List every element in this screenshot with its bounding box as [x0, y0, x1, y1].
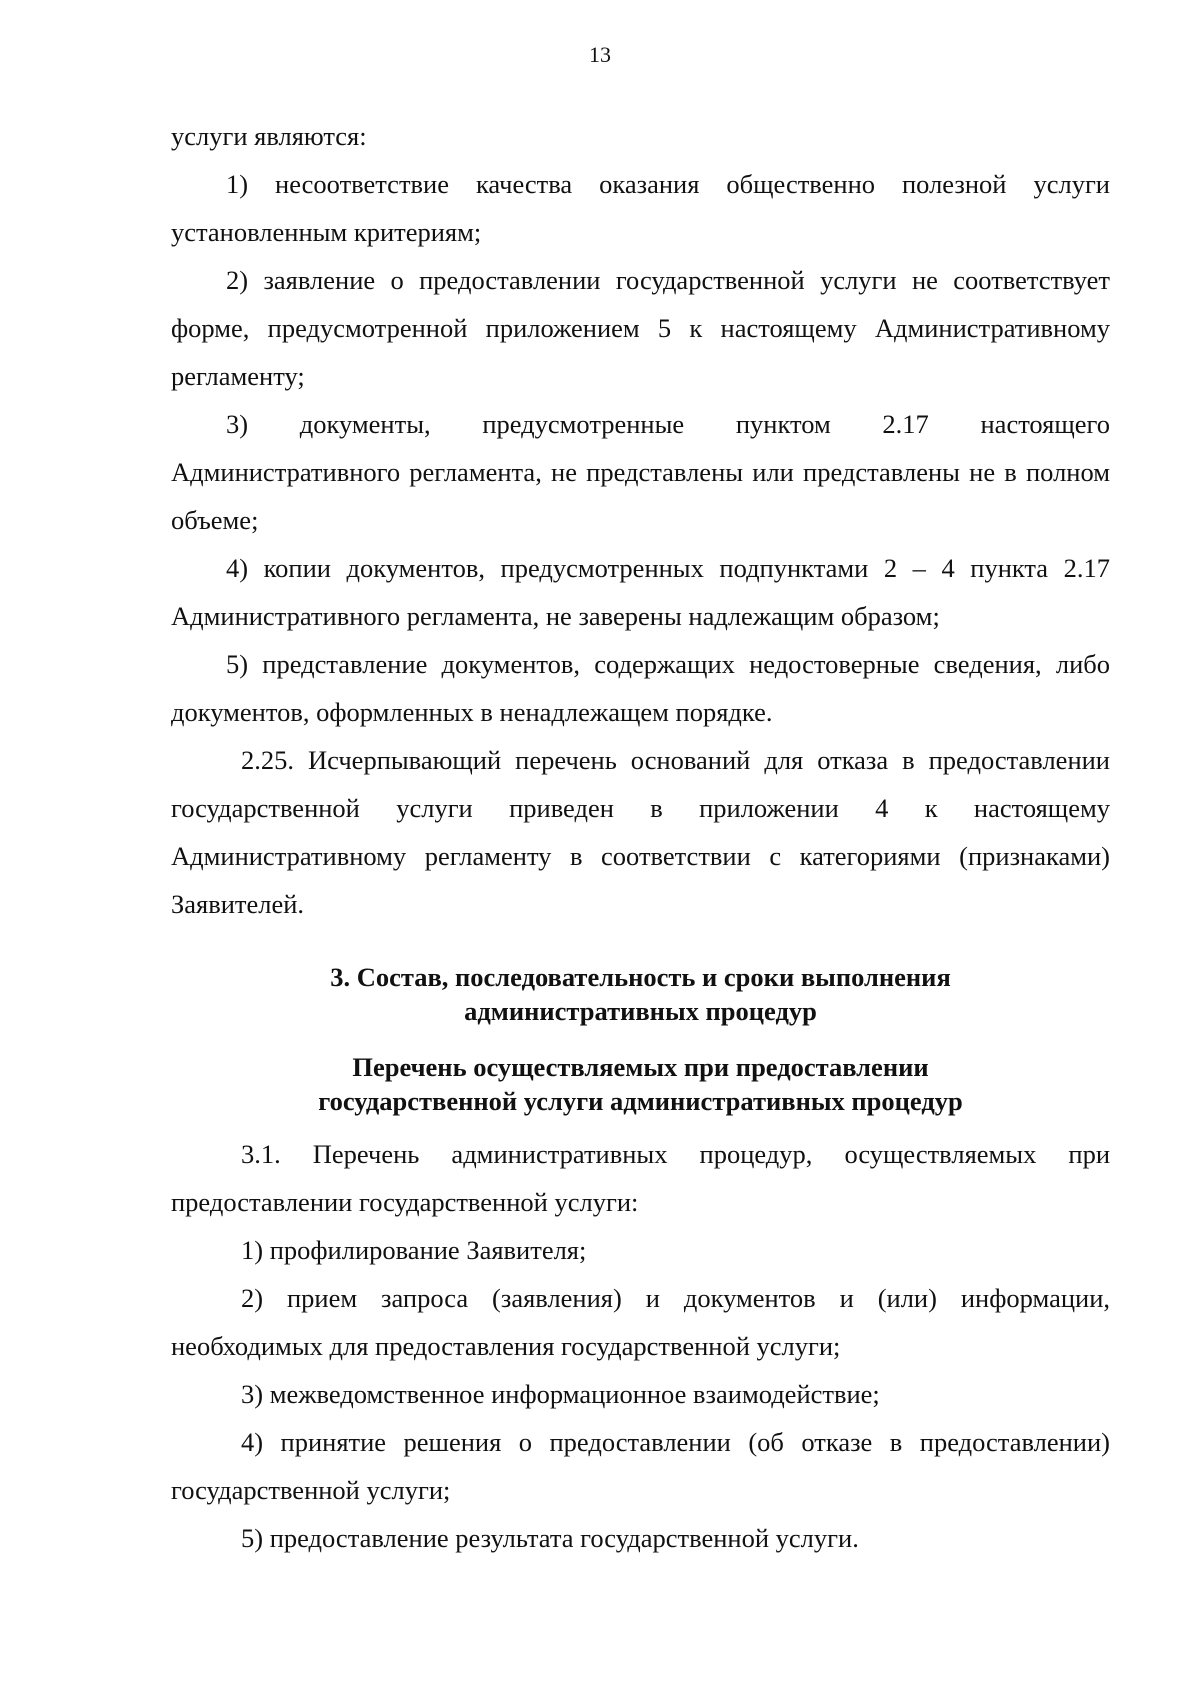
section-heading-line-1: 3. Состав, последовательность и сроки выполнения [330, 962, 951, 992]
document-body [171, 112, 1110, 1562]
clause-3-1: 3.1. Перечень административных процедур, осуществляемых при предоставлении государственной услуги: [171, 1139, 1110, 1217]
procedure-item-5: 5) предоставление результата государственной услуги. [241, 1523, 859, 1553]
procedure-item-1: 1) профилирование Заявителя; [241, 1235, 587, 1265]
list-item-5: 5) представление документов, содержащих недостоверные сведения, либо документов, оформленных в ненадлежащем порядке. [171, 649, 1110, 727]
list-item-3: 3) документы, предусмотренные пунктом 2.17 настоящего Административного регламента, не представлены или представлены не в полном объеме; [171, 409, 1110, 535]
procedure-item-4: 4) принятие решения о предоставлении (об отказе в предоставлении) государственной услуги; [171, 1427, 1110, 1505]
clause-2-25: 2.25. Исчерпывающий перечень оснований для отказа в предоставлении государственной услуги приведен в приложении 4 к настоящему Административному регламенту в соответствии с категориями (признаками) Заявителей. [171, 745, 1110, 919]
list-item-2: 2) заявление о предоставлении государственной услуги не соответствует форме, предусмотренной приложением 5 к настоящему Административному регламенту; [171, 265, 1110, 391]
paragraph-continuation: услуги являются: [171, 121, 367, 151]
page-number: 13 [589, 42, 611, 67]
subsection-heading-line-1: Перечень осуществляемых при предоставлении [352, 1052, 929, 1082]
procedure-item-2: 2) прием запроса (заявления) и документов и (или) информации, необходимых для предоставления государственной услуги; [171, 1283, 1110, 1361]
section-heading [171, 960, 1110, 1028]
subsection-heading [171, 1050, 1110, 1118]
subsection-heading-line-2: государственной услуги административных процедур [318, 1086, 963, 1116]
section-heading-line-2: административных процедур [464, 996, 817, 1026]
list-item-1: 1) несоответствие качества оказания общественно полезной услуги установленным критериям; [171, 169, 1110, 247]
list-item-4: 4) копии документов, предусмотренных подпунктами 2 – 4 пункта 2.17 Административного регламента, не заверены надлежащим образом; [171, 553, 1110, 631]
procedure-item-3: 3) межведомственное информационное взаимодействие; [241, 1379, 880, 1409]
